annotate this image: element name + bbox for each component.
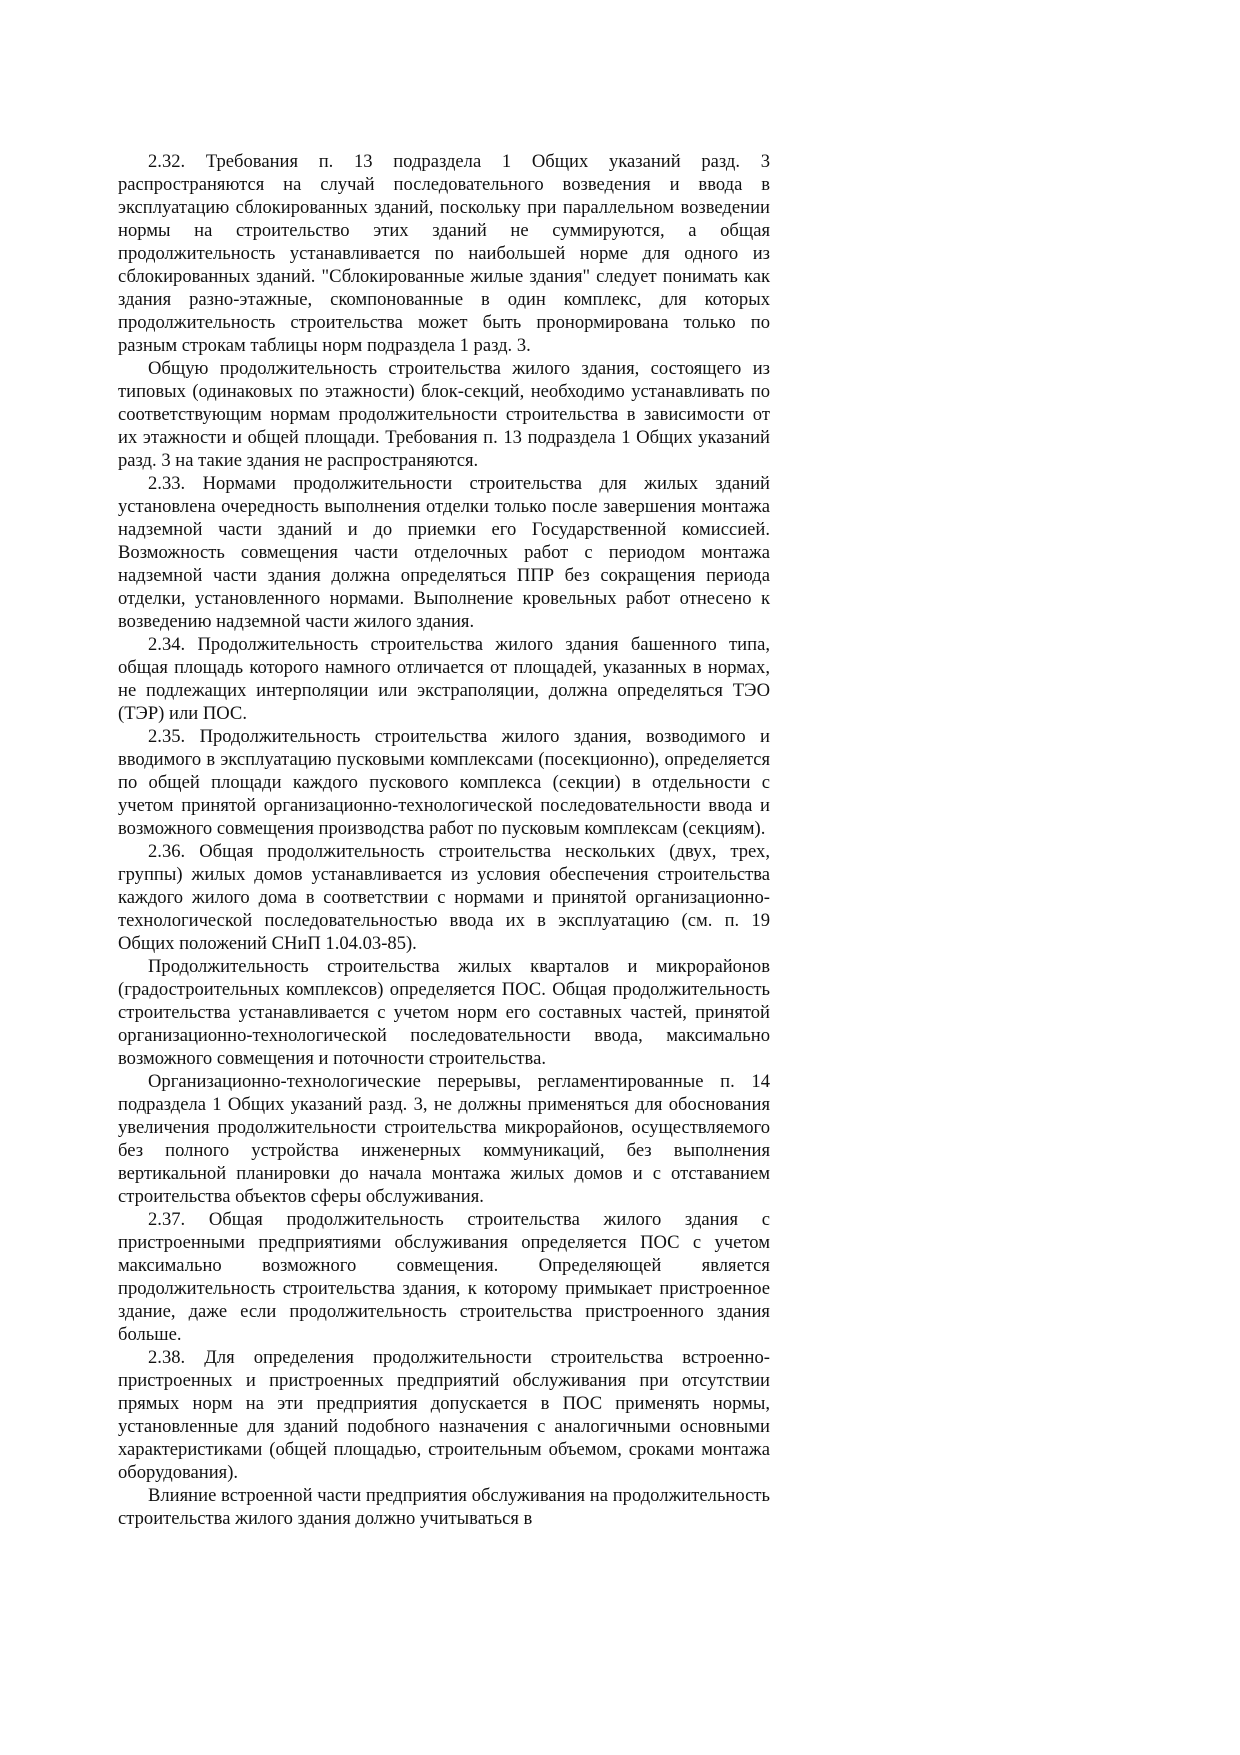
- paragraph-2-38: 2.38. Для определения продолжительности строительства встроенно-пристроенных и пристроенных предприятий обслуживания при отсутствии прямых норм на эти предприятия допускается в ПОС применять нормы, установленные для зданий подобного назначения с аналогичными основными характеристиками (общей площадью, строительным объемом, сроками монтажа оборудования).: [118, 1347, 770, 1483]
- paragraph-built-in-influence: Влияние встроенной части предприятия обслуживания на продолжительность строительства жилого здания должно учитываться в: [118, 1485, 770, 1529]
- paragraph-2-35: 2.35. Продолжительность строительства жилого здания, возводимого и вводимого в эксплуатацию пусковыми комплексами (посекционно), определяется по общей площади каждого пускового комплекса (секции) в отдельности с учетом принятой организационно-технологической последовательности ввода и возможного совмещения производства работ по пусковым комплексам (секциям).: [118, 726, 770, 839]
- paragraph-districts: Продолжительность строительства жилых кварталов и микрорайонов (градостроительных комплексов) определяется ПОС. Общая продолжительность строительства устанавливается с учетом норм его составных частей, принятой организационно-технологической последовательности ввода, максимально возможного совмещения и поточности строительства.: [118, 956, 770, 1069]
- document-page: [118, 150, 770, 1530]
- paragraph-2-36: 2.36. Общая продолжительность строительства нескольких (двух, трех, группы) жилых домов устанавливается из условия обеспечения строительства каждого жилого дома в соответствии с нормами и принятой организационно-технологической последовательностью ввода их в эксплуатацию (см. п. 19 Общих положений СНиП 1.04.03-85).: [118, 841, 770, 954]
- paragraph-2-33: 2.33. Нормами продолжительности строительства для жилых зданий установлена очередность выполнения отделки только после завершения монтажа надземной части зданий и до приемки его Государственной комиссией. Возможность совмещения части отделочных работ с периодом монтажа надземной части здания должна определяться ППР без сокращения периода отделки, установленного нормами. Выполнение кровельных работ отнесено к возведению надземной части жилого здания.: [118, 473, 770, 632]
- paragraph-2-34: 2.34. Продолжительность строительства жилого здания башенного типа, общая площадь которого намного отличается от площадей, указанных в нормах, не подлежащих интерполяции или экстраполяции, должна определяться ТЭО (ТЭР) или ПОС.: [118, 634, 770, 724]
- paragraph-breaks: Организационно-технологические перерывы, регламентированные п. 14 подраздела 1 Общих указаний разд. 3, не должны применяться для обоснования увеличения продолжительности строительства микрорайонов, осуществляемого без полного устройства инженерных коммуникаций, без выполнения вертикальной планировки до начала монтажа жилых домов и с отставанием строительства объектов сферы обслуживания.: [118, 1071, 770, 1207]
- paragraph-block-sections: Общую продолжительность строительства жилого здания, состоящего из типовых (одинаковых по этажности) блок-секций, необходимо устанавливать по соответствующим нормам продолжительности строительства в зависимости от их этажности и общей площади. Требования п. 13 подраздела 1 Общих указаний разд. 3 на такие здания не распространяются.: [118, 358, 770, 471]
- paragraph-2-37: 2.37. Общая продолжительность строительства жилого здания с пристроенными предприятиями обслуживания определяется ПОС с учетом максимально возможного совмещения. Определяющей является продолжительность строительства здания, к которому примыкает пристроенное здание, даже если продолжительность строительства пристроенного здания больше.: [118, 1209, 770, 1345]
- paragraph-2-32: 2.32. Требования п. 13 подраздела 1 Общих указаний разд. 3 распространяются на случай последовательного возведения и ввода в эксплуатацию сблокированных зданий, поскольку при параллельном возведении нормы на строительство этих зданий не суммируются, а общая продолжительность устанавливается по наибольшей норме для одного из сблокированных зданий. "Сблокированные жилые здания" следует понимать как здания разно-этажные, скомпонованные в один комплекс, для которых продолжительность строительства может быть пронормирована только по разным строкам таблицы норм подраздела 1 разд. 3.: [118, 151, 770, 356]
